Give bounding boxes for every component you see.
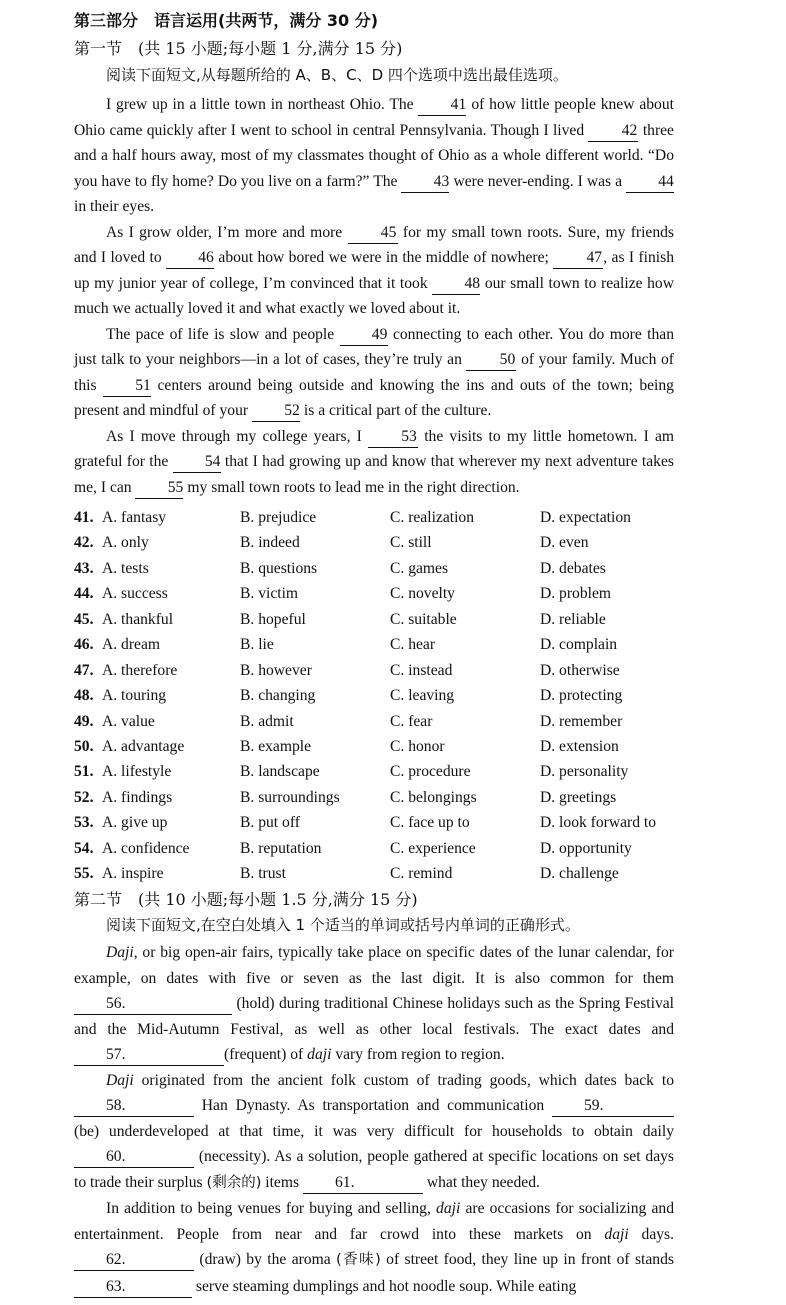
option-row-49: [74, 709, 694, 734]
blank-54[interactable]: 54: [173, 452, 221, 473]
question-number: 55.: [74, 865, 94, 883]
text: vary from region to region.: [335, 1046, 505, 1063]
option-b[interactable]: B. however: [240, 661, 312, 679]
blank-62[interactable]: 62.: [74, 1250, 194, 1271]
option-b[interactable]: B. prejudice: [240, 509, 317, 526]
option-d[interactable]: D. look forward to: [540, 814, 657, 832]
option-a[interactable]: A. touring: [102, 687, 167, 705]
text: of street food, they line up in front of stands: [386, 1251, 674, 1268]
option-row-47: [74, 658, 694, 683]
blank-49[interactable]: 49: [340, 325, 388, 346]
gloss: (剩余的): [206, 1174, 262, 1191]
passage-1-paragraph: [74, 92, 674, 220]
text: are occasions for socializing and entertainment. People from near and far crowd into these markets on: [74, 1200, 674, 1243]
blank-60[interactable]: 60.: [74, 1147, 194, 1168]
option-a[interactable]: A. dream: [102, 636, 161, 654]
option-row-45: [74, 607, 694, 632]
passage-2-paragraph: [74, 1068, 674, 1197]
blank-59[interactable]: 59.: [552, 1096, 674, 1117]
option-d[interactable]: D. remember: [540, 712, 623, 730]
option-c[interactable]: C. experience: [390, 839, 476, 857]
text: items: [265, 1173, 300, 1191]
text: of how little people knew about Ohio came quickly after I went to school in central Pennsylvania. Though I lived: [74, 96, 674, 139]
option-b[interactable]: B. changing: [240, 687, 316, 705]
option-d[interactable]: D. debates: [540, 559, 606, 577]
text: Han Dynasty. As transportation and communication: [201, 1097, 545, 1114]
text: serve steaming dumplings and hot noodle soup. While eating: [195, 1277, 577, 1295]
option-c[interactable]: C. leaving: [390, 687, 455, 705]
section-2-title: 第二节 (共 10 小题;每小题 1.5 分,满分 15 分): [74, 890, 418, 909]
text: (be) underdeveloped at that time, it was very difficult for households to obtain daily: [74, 1122, 674, 1140]
question-number: 51.: [74, 763, 94, 781]
option-a[interactable]: A. inspire: [102, 865, 164, 883]
option-b[interactable]: B. reputation: [240, 839, 322, 857]
text: my small town roots to lead me in the right direction.: [187, 478, 520, 496]
passage-2-paragraph: [74, 940, 674, 1068]
text: days.: [641, 1225, 675, 1243]
option-b[interactable]: B. victim: [240, 585, 299, 603]
option-d[interactable]: D. problem: [540, 585, 612, 603]
question-number: 53.: [74, 814, 94, 832]
option-a[interactable]: A. therefore: [102, 661, 178, 679]
option-a[interactable]: A. lifestyle: [102, 763, 172, 781]
option-d[interactable]: D. otherwise: [540, 661, 620, 679]
question-number: 50.: [74, 737, 94, 755]
text: As I move through my college years, I: [106, 427, 362, 445]
option-d[interactable]: D. reliable: [540, 610, 606, 628]
text: of your family. Much of this: [74, 351, 674, 394]
blank-45[interactable]: 45: [348, 223, 398, 244]
section-1-title: 第一节 (共 15 小题;每小题 1 分,满分 15 分): [74, 39, 403, 58]
passage-2: [74, 940, 674, 1299]
question-number: 47.: [74, 661, 94, 679]
option-row-50: [74, 734, 694, 759]
option-b[interactable]: B. admit: [240, 712, 294, 730]
passage-1-paragraph: [74, 322, 674, 424]
option-c[interactable]: C. suitable: [390, 610, 457, 628]
option-b[interactable]: B. lie: [240, 636, 274, 654]
option-c[interactable]: C. hear: [390, 636, 436, 654]
option-a[interactable]: A. give up: [102, 814, 168, 832]
option-d[interactable]: D. even: [540, 534, 589, 552]
option-c[interactable]: C. honor: [390, 737, 445, 755]
option-row-46: [74, 632, 694, 657]
question-number: 43.: [74, 559, 94, 577]
option-d[interactable]: D. challenge: [540, 865, 619, 883]
text: centers around being outside and knowing the ins and outs of the town; being present and mindful of your: [74, 376, 674, 419]
blank-63[interactable]: 63.: [74, 1277, 192, 1298]
question-number: 49.: [74, 712, 94, 730]
text: in their eyes.: [74, 198, 155, 215]
blank-42[interactable]: 42: [588, 121, 638, 142]
blank-41[interactable]: 41: [418, 95, 466, 116]
question-number: 48.: [74, 687, 94, 705]
blank-61[interactable]: 61.: [303, 1173, 423, 1194]
blank-50[interactable]: 50: [466, 350, 516, 371]
option-row-41: [74, 505, 694, 530]
option-a[interactable]: A. confidence: [102, 839, 190, 857]
option-c[interactable]: C. games: [390, 559, 449, 577]
question-number: 46.: [74, 636, 94, 654]
text: , as I finish up my junior year of college, I’m convinced that it took: [74, 249, 674, 292]
section-1-instruction: 阅读下面短文,从每题所给的 A、B、C、D 四个选项中选出最佳选项。: [106, 66, 568, 84]
option-c[interactable]: C. belongings: [390, 788, 477, 806]
option-row-42: [74, 530, 694, 555]
option-b[interactable]: B. surroundings: [240, 788, 340, 806]
option-a[interactable]: A. only: [102, 534, 149, 552]
option-d[interactable]: D. extension: [540, 737, 619, 755]
term-daji: daji: [604, 1225, 629, 1243]
question-number: 45.: [74, 610, 94, 628]
text: the visits to my little hometown. I am grateful for the: [74, 427, 675, 470]
text: originated from the ancient folk custom of trading goods, which dates back to: [141, 1071, 674, 1089]
option-c[interactable]: C. face up to: [390, 814, 470, 832]
option-d[interactable]: D. personality: [540, 763, 629, 781]
option-a[interactable]: A. tests: [102, 559, 149, 577]
gloss: (香味): [336, 1252, 381, 1268]
text: The pace of life is slow and people: [106, 325, 335, 343]
option-c[interactable]: C. novelty: [390, 585, 455, 603]
option-d[interactable]: D. expectation: [540, 509, 631, 526]
term-daji: daji: [307, 1046, 332, 1063]
option-c[interactable]: C. still: [390, 534, 432, 552]
question-number: 41.: [74, 509, 94, 526]
option-row-44: [74, 581, 694, 606]
section-2-instruction: 阅读下面短文,在空白处填入 1 个适当的单词或括号内单词的正确形式。: [106, 916, 580, 934]
text: (necessity). As a solution, people gathered at specific locations on set days to trade their surplus: [74, 1148, 674, 1191]
option-b[interactable]: B. put off: [240, 814, 300, 832]
text: (draw) by the aroma: [199, 1251, 331, 1268]
term-daji: Daji: [106, 1071, 134, 1089]
option-row-52: [74, 785, 694, 810]
passage-2-paragraph: [74, 1196, 674, 1299]
option-row-43: [74, 556, 694, 581]
question-number: 44.: [74, 585, 94, 603]
option-d[interactable]: D. opportunity: [540, 839, 632, 857]
option-d[interactable]: D. protecting: [540, 687, 623, 705]
text: In addition to being venues for buying and selling,: [106, 1200, 431, 1217]
text: three and a half hours away, most of my classmates thought of Ohio as a whole different world. “Do you have to fly home? Do you live on a farm?” The: [74, 121, 674, 190]
question-number: 42.: [74, 534, 94, 552]
option-b[interactable]: B. questions: [240, 559, 318, 577]
option-c[interactable]: C. remind: [390, 865, 453, 883]
option-row-53: [74, 810, 694, 835]
option-d[interactable]: D. greetings: [540, 788, 617, 806]
blank-55[interactable]: 55: [135, 478, 183, 499]
text: (frequent) of: [224, 1046, 304, 1063]
blank-47[interactable]: 47: [553, 248, 603, 269]
text: for my small town roots. Sure, my friends and I loved to: [74, 223, 674, 266]
blank-48[interactable]: 48: [432, 274, 480, 295]
text: our small town to realize how much we actually loved it and what exactly we loved about it.: [74, 274, 674, 317]
option-row-48: [74, 683, 694, 708]
text: about how bored we were in the middle of nowhere;: [218, 249, 549, 266]
term-daji: Daji: [106, 944, 134, 961]
option-b[interactable]: B. example: [240, 737, 312, 755]
term-daji: daji: [436, 1200, 461, 1217]
option-a[interactable]: A. thankful: [102, 610, 174, 628]
text: is a critical part of the culture.: [303, 402, 492, 419]
text: (hold) during traditional Chinese holidays such as the Spring Festival and the Mid-Autumn Festival, as well as other local festivals. The exact dates and: [74, 995, 674, 1038]
option-row-55: [74, 861, 694, 886]
option-row-54: [74, 836, 694, 861]
option-b[interactable]: B. landscape: [240, 763, 320, 781]
options-list: [74, 505, 694, 887]
text: As I grow older, I’m more and more: [106, 223, 343, 241]
option-b[interactable]: B. indeed: [240, 534, 300, 552]
option-b[interactable]: B. trust: [240, 865, 286, 883]
blank-43[interactable]: 43: [401, 172, 449, 193]
option-a[interactable]: A. fantasy: [102, 509, 167, 526]
blank-52[interactable]: 52: [252, 401, 300, 422]
blank-58[interactable]: 58.: [74, 1096, 194, 1117]
option-a[interactable]: A. advantage: [102, 737, 185, 755]
option-row-51: [74, 759, 694, 784]
option-a[interactable]: A. findings: [102, 788, 173, 806]
text: I grew up in a little town in northeast Ohio. The: [106, 96, 414, 113]
blank-51[interactable]: 51: [103, 376, 151, 397]
question-number: 52.: [74, 788, 94, 806]
blank-44[interactable]: 44: [626, 172, 674, 193]
passage-1: [74, 92, 674, 500]
part-title: 第三部分 语言运用(共两节，满分 30 分): [74, 11, 379, 30]
option-c[interactable]: C. fear: [390, 712, 433, 730]
text: connecting to each other. You do more than just talk to your neighbors—in a lot of cases, they’re truly an: [74, 325, 675, 368]
option-b[interactable]: B. hopeful: [240, 610, 306, 628]
blank-46[interactable]: 46: [166, 248, 214, 269]
passage-1-paragraph: [74, 220, 674, 322]
option-a[interactable]: A. success: [102, 585, 168, 603]
passage-1-paragraph: [74, 424, 674, 501]
blank-57[interactable]: 57.: [74, 1045, 224, 1066]
text: were never-ending. I was a: [453, 172, 622, 190]
text: that I had growing up and know that wherever my next adventure takes me, I can: [74, 453, 674, 496]
blank-56[interactable]: 56.: [74, 994, 232, 1015]
option-a[interactable]: A. value: [102, 712, 155, 730]
option-c[interactable]: C. procedure: [390, 763, 471, 781]
text: , or big open-air fairs, typically take place on specific dates of the lunar calendar, for example, on dates with five or seven as the last digit. It is also common for them: [74, 944, 674, 987]
blank-53[interactable]: 53: [368, 427, 418, 448]
text: what they needed.: [426, 1173, 540, 1191]
option-c[interactable]: C. realization: [390, 509, 474, 526]
question-number: 54.: [74, 839, 94, 857]
option-d[interactable]: D. complain: [540, 636, 618, 654]
option-c[interactable]: C. instead: [390, 661, 453, 679]
